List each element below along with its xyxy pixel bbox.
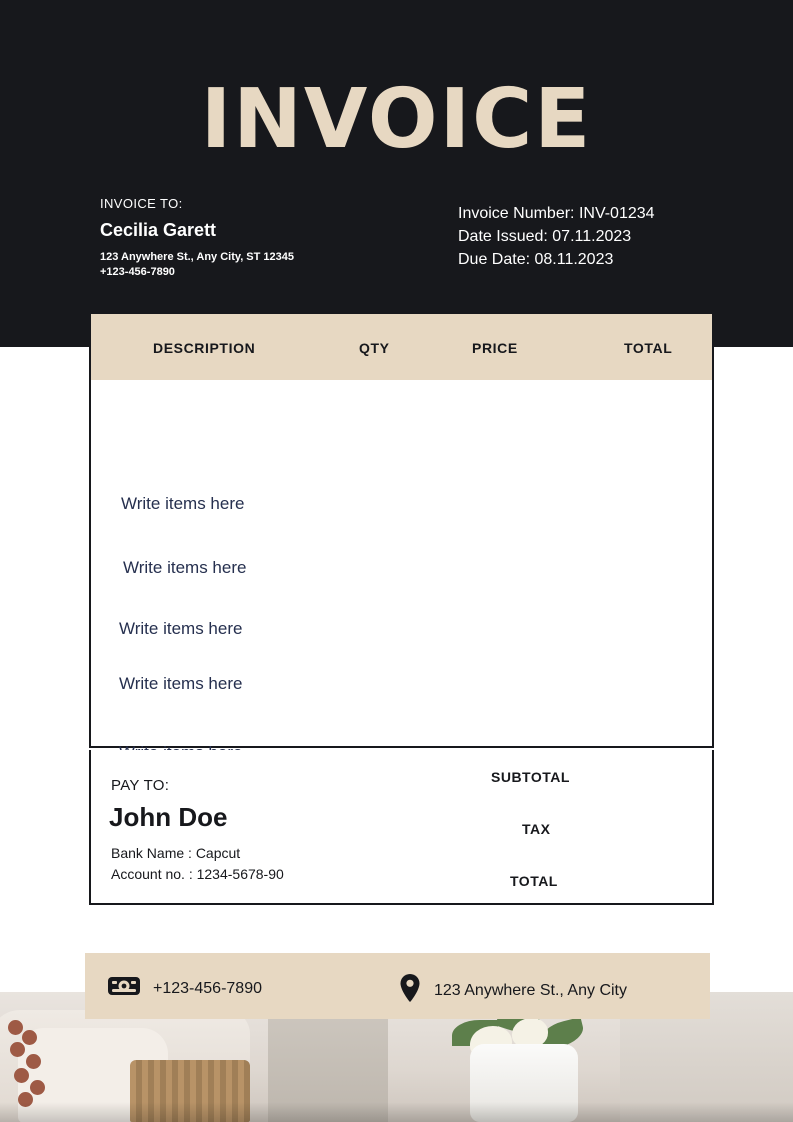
- footer-phone-text: +123-456-7890: [153, 979, 262, 997]
- date-issued: Date Issued: 07.11.2023: [458, 228, 632, 245]
- bill-to-section: [100, 196, 294, 280]
- telephone-icon: [107, 973, 141, 1004]
- subtotal-label: SUBTOTAL: [491, 769, 570, 785]
- pay-to-name: John Doe: [109, 802, 228, 832]
- invoice-meta: [458, 202, 655, 271]
- location-pin-icon: [398, 973, 422, 1008]
- bill-to-address: 123 Anywhere St., Any City, ST 12345: [100, 251, 295, 263]
- bill-to-label: INVOICE TO:: [100, 196, 183, 211]
- payment-totals-block: [89, 750, 714, 905]
- tax-label: TAX: [522, 821, 551, 837]
- invoice-number: Invoice Number: INV-01234: [458, 205, 655, 222]
- table-row: Write items here: [119, 619, 243, 638]
- column-header-price: PRICE: [472, 340, 518, 356]
- total-label: TOTAL: [510, 873, 558, 889]
- table-row: Write items here: [119, 674, 243, 693]
- table-body: [89, 380, 714, 748]
- items-table: [89, 314, 714, 748]
- footer-address: [398, 973, 627, 1008]
- pay-to-bank-name: Bank Name : Capcut: [111, 845, 241, 861]
- bill-to-phone: +123-456-7890: [100, 266, 175, 278]
- pay-to-account-no: Account no. : 1234-5678-90: [111, 866, 284, 882]
- footer-phone: [107, 973, 262, 1004]
- bill-to-name: Cecilia Garett: [100, 220, 217, 240]
- header-block: [0, 0, 793, 347]
- table-row: Write items here: [121, 494, 245, 513]
- pay-to-label: PAY TO:: [111, 777, 170, 794]
- footer-address-text: 123 Anywhere St., Any City: [434, 981, 627, 999]
- page-title: INVOICE: [200, 72, 593, 167]
- column-header-qty: QTY: [359, 340, 390, 356]
- column-header-description: DESCRIPTION: [153, 340, 256, 356]
- table-row: Write items here: [123, 558, 247, 577]
- footer-contact-bar: [85, 953, 710, 1019]
- due-date: Due Date: 08.11.2023: [458, 251, 614, 268]
- table-header-row: [89, 314, 714, 380]
- column-header-total: TOTAL: [624, 340, 673, 356]
